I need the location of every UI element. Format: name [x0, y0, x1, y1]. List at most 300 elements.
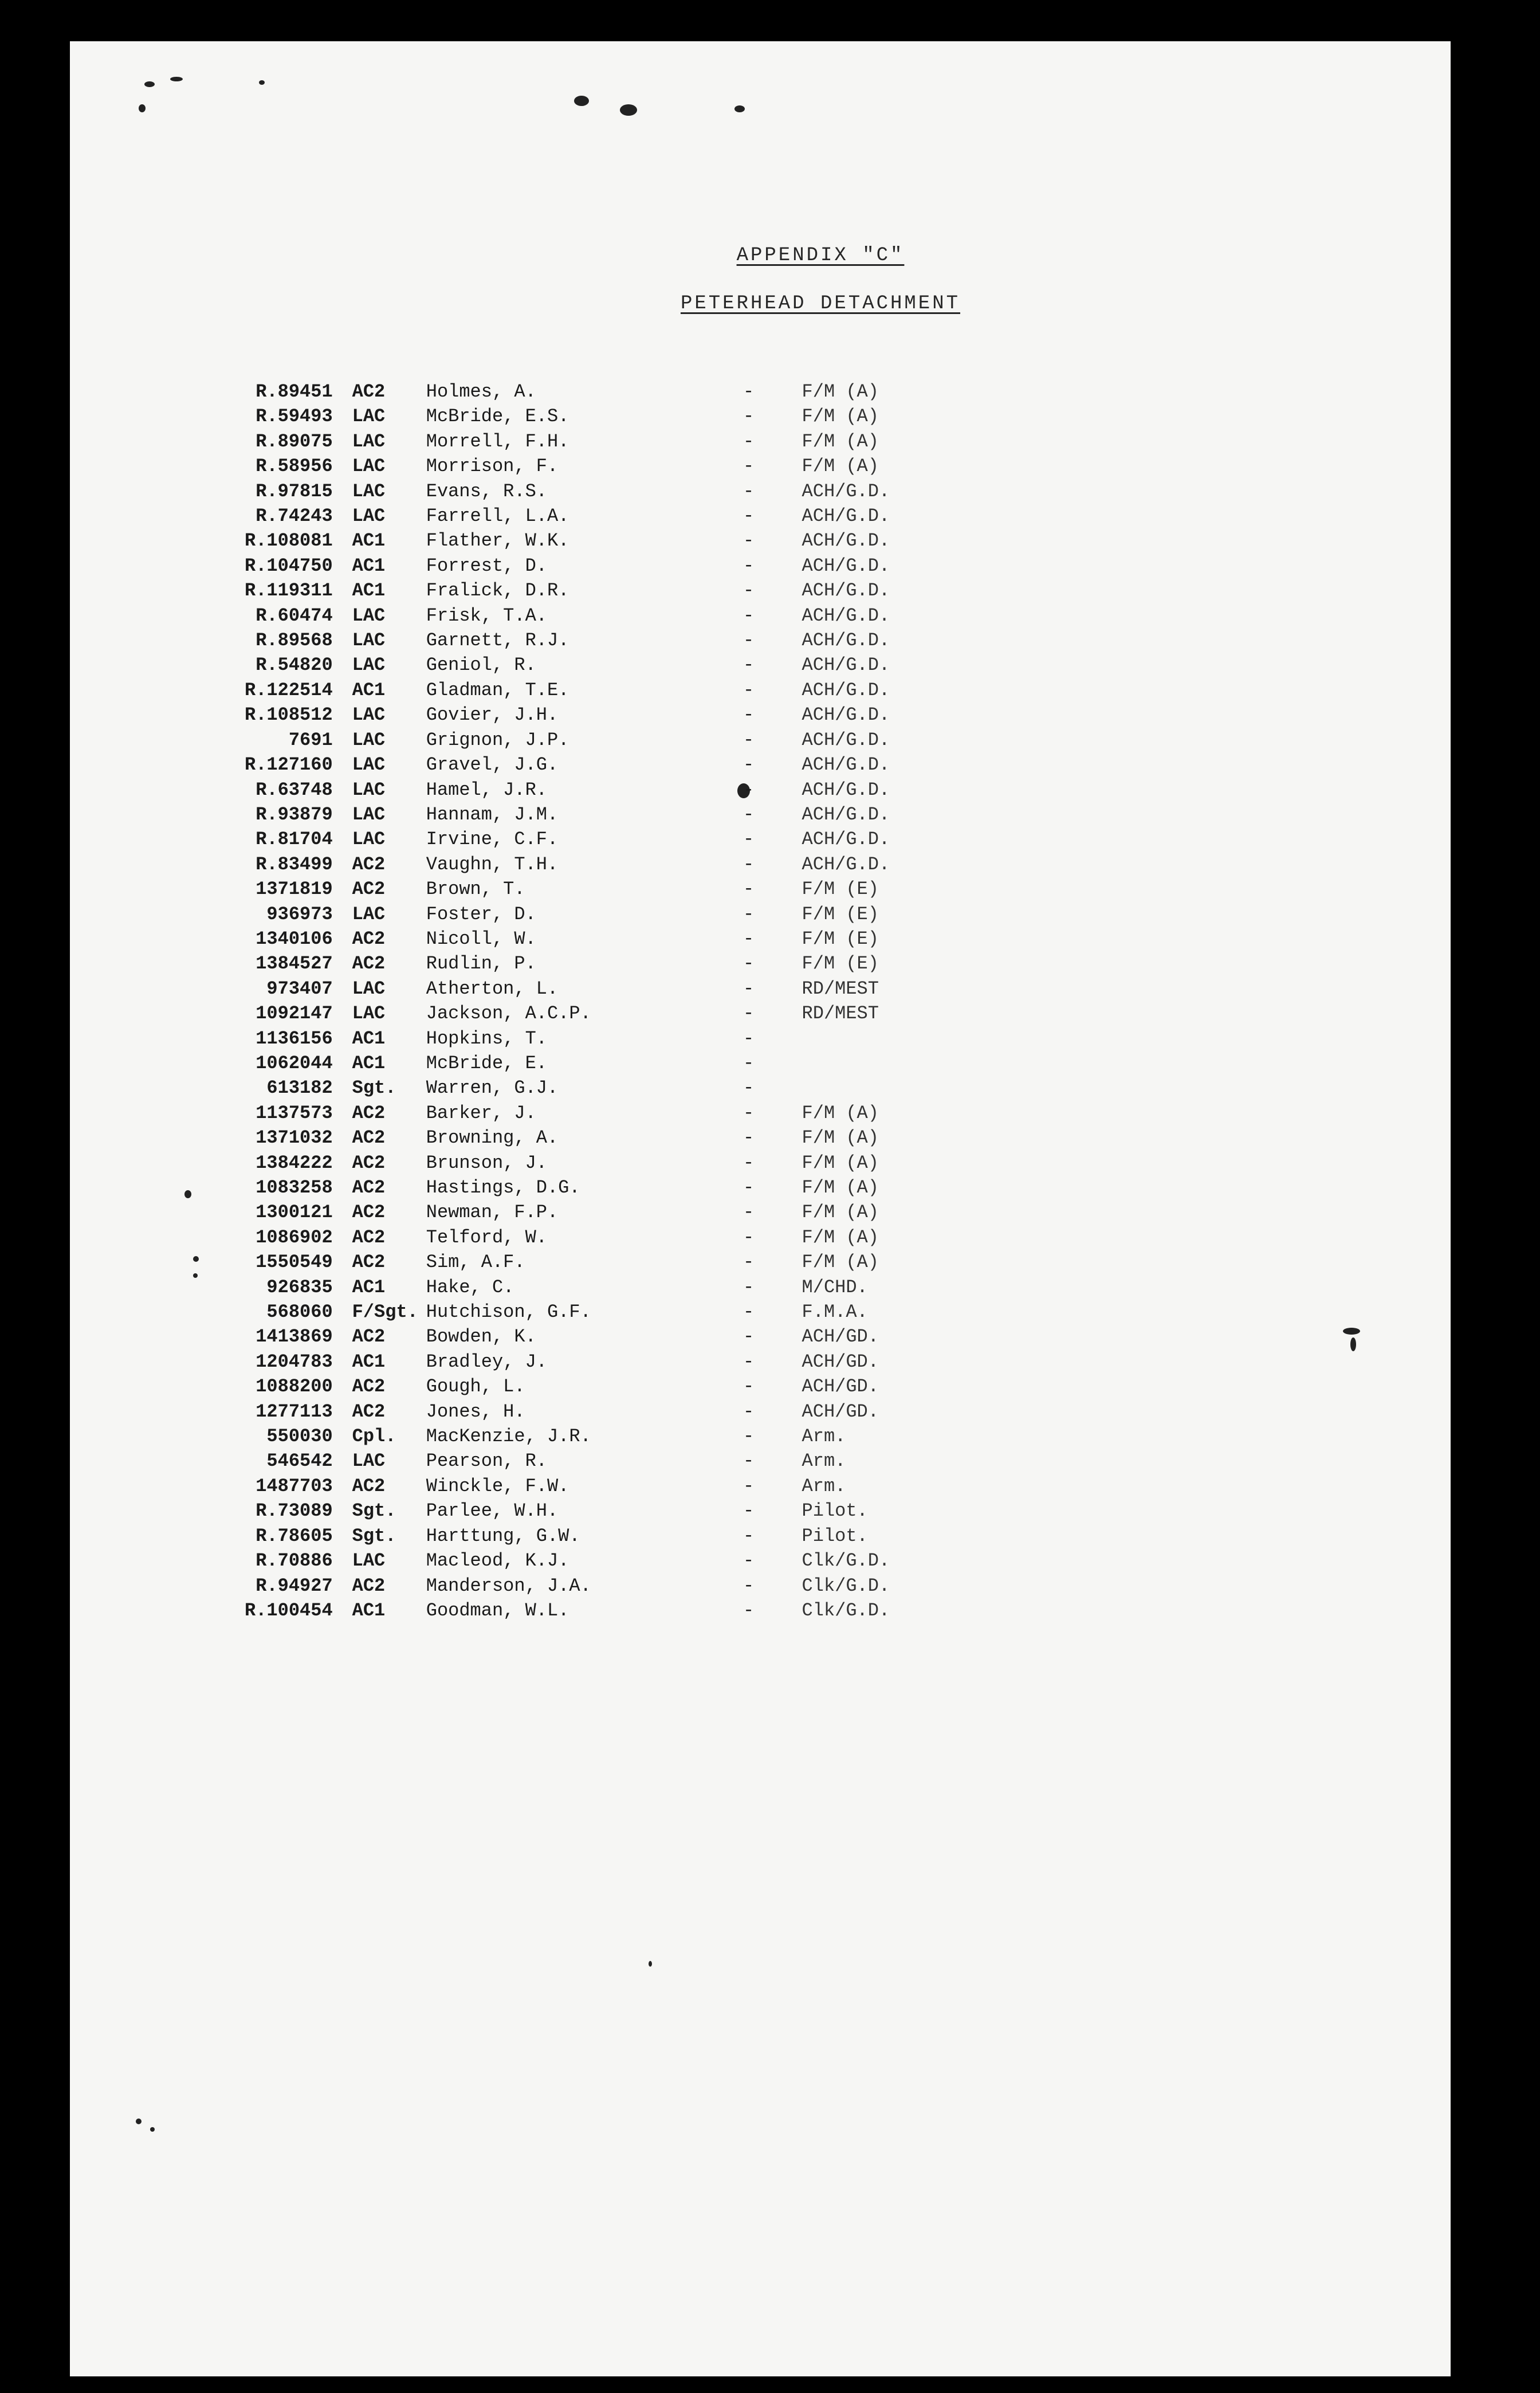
table-row	[196, 1250, 1027, 1274]
dash-cell: -	[742, 878, 755, 900]
trade-cell: F/M (E)	[802, 903, 879, 925]
trade-cell: Arm.	[802, 1475, 846, 1497]
table-row	[196, 1324, 1027, 1349]
dash-cell: -	[742, 555, 755, 576]
table-row	[196, 778, 1027, 802]
trade-cell: ACH/G.D.	[802, 654, 890, 676]
table-row	[196, 1051, 1027, 1076]
person-name-cell: Warren, G.J.	[426, 1077, 559, 1099]
trade-cell: RD/MEST	[802, 1003, 879, 1025]
trade-cell: ACH/G.D.	[802, 803, 890, 825]
table-row	[196, 1474, 1027, 1498]
person-name-cell: Fralick, D.R.	[426, 580, 569, 602]
service-number-cell: R.63748	[256, 779, 333, 801]
dash-cell: -	[742, 1152, 755, 1174]
rank-cell: AC2	[352, 878, 386, 900]
trade-cell: ACH/G.D.	[802, 829, 890, 850]
service-number-cell: R.70886	[256, 1550, 333, 1572]
service-number-cell: 1137573	[256, 1102, 333, 1124]
service-number-cell: 1088200	[256, 1376, 333, 1398]
rank-cell: Sgt.	[352, 1525, 396, 1547]
person-name-cell: Hutchison, G.F.	[426, 1301, 591, 1323]
dash-cell: -	[742, 953, 755, 975]
dash-cell: -	[742, 630, 755, 652]
rank-cell: LAC	[352, 1550, 386, 1572]
person-name-cell: Govier, J.H.	[426, 704, 559, 726]
table-row	[196, 429, 1027, 454]
table-row	[196, 1175, 1027, 1200]
trade-cell: Arm.	[802, 1426, 846, 1447]
trade-cell: F/M (E)	[802, 928, 879, 950]
rank-cell: LAC	[352, 605, 386, 626]
document-headings	[70, 245, 1451, 315]
table-row	[196, 1598, 1027, 1623]
dash-cell: -	[742, 903, 755, 925]
ink-speck	[139, 104, 146, 112]
person-name-cell: Irvine, C.F.	[426, 829, 559, 850]
person-name-cell: Vaughn, T.H.	[426, 853, 559, 875]
dash-cell: -	[742, 530, 755, 552]
dash-cell: -	[742, 978, 755, 999]
dash-cell: -	[742, 1450, 755, 1472]
table-row	[196, 578, 1027, 603]
trade-cell	[802, 1076, 1027, 1100]
table-row	[196, 902, 1027, 927]
table-row	[196, 927, 1027, 951]
service-number-cell: R.93879	[256, 803, 333, 825]
dash-cell: -	[742, 1575, 755, 1596]
table-row	[196, 379, 1027, 404]
trade-cell: F/M (A)	[802, 1177, 879, 1198]
person-name-cell: Nicoll, W.	[426, 928, 536, 950]
person-name-cell: Hake, C.	[426, 1276, 514, 1298]
person-name-cell: Garnett, R.J.	[426, 630, 569, 652]
table-row	[196, 504, 1027, 528]
trade-cell: ACH/GD.	[802, 1376, 879, 1398]
rank-cell: LAC	[352, 1450, 386, 1472]
table-row	[196, 1374, 1027, 1399]
dash-cell: -	[742, 1550, 755, 1572]
dash-cell: -	[742, 1475, 755, 1497]
table-row	[196, 1548, 1027, 1573]
service-number-cell: R.94927	[256, 1575, 333, 1596]
trade-cell: F/M (A)	[802, 1102, 879, 1124]
rank-cell: AC2	[352, 1177, 386, 1198]
rank-cell: F/Sgt.	[352, 1301, 418, 1323]
trade-cell: F/M (A)	[802, 1226, 879, 1248]
rank-cell: AC2	[352, 1401, 386, 1422]
person-name-cell: Jones, H.	[426, 1401, 525, 1422]
dash-cell: -	[742, 430, 755, 452]
dash-cell: -	[742, 406, 755, 427]
person-name-cell: Farrell, L.A.	[426, 505, 569, 527]
service-number-cell: 568060	[266, 1301, 333, 1323]
person-name-cell: Winckle, F.W.	[426, 1475, 569, 1497]
rank-cell: LAC	[352, 978, 386, 999]
dash-cell: -	[742, 1127, 755, 1149]
rank-cell: AC2	[352, 1127, 386, 1149]
trade-cell: Clk/G.D.	[802, 1550, 890, 1572]
table-row	[196, 827, 1027, 852]
dash-cell: -	[742, 605, 755, 626]
dash-cell: -	[742, 505, 755, 527]
service-number-cell: 973407	[266, 978, 333, 999]
ink-speck	[649, 1961, 652, 1967]
table-row	[196, 703, 1027, 727]
service-number-cell: 1384527	[256, 953, 333, 975]
service-number-cell: 1487703	[256, 1475, 333, 1497]
person-name-cell: Forrest, D.	[426, 555, 547, 576]
trade-cell: Pilot.	[802, 1500, 868, 1522]
rank-cell: AC2	[352, 1326, 386, 1348]
rank-cell: LAC	[352, 654, 386, 676]
table-row	[196, 951, 1027, 976]
trade-cell: ACH/GD.	[802, 1326, 879, 1348]
table-row	[196, 454, 1027, 478]
document-page	[70, 41, 1451, 2376]
dash-cell: -	[742, 1326, 755, 1348]
rank-cell: LAC	[352, 630, 386, 652]
trade-cell: F/M (A)	[802, 1127, 879, 1149]
trade-cell: ACH/G.D.	[802, 754, 890, 776]
table-row	[196, 1300, 1027, 1324]
dash-cell: -	[742, 1003, 755, 1025]
person-name-cell: Hamel, J.R.	[426, 779, 547, 801]
dash-cell: -	[742, 1226, 755, 1248]
rank-cell: AC1	[352, 1276, 386, 1298]
dash-cell: -	[742, 1252, 755, 1273]
service-number-cell: R.78605	[256, 1525, 333, 1547]
service-number-cell: 936973	[266, 903, 333, 925]
table-row	[196, 1151, 1027, 1175]
rank-cell: LAC	[352, 505, 386, 527]
dash-cell: -	[742, 1301, 755, 1323]
rank-cell: AC2	[352, 1102, 386, 1124]
person-name-cell: Atherton, L.	[426, 978, 559, 999]
table-row	[196, 603, 1027, 628]
trade-cell: F.M.A.	[802, 1301, 868, 1323]
person-name-cell: Foster, D.	[426, 903, 536, 925]
trade-cell: F/M (A)	[802, 381, 879, 402]
trade-cell	[802, 1026, 1027, 1051]
service-number-cell: R.74243	[256, 505, 333, 527]
table-row	[196, 1498, 1027, 1523]
table-row	[196, 1524, 1027, 1548]
service-number-cell: R.127160	[245, 754, 333, 776]
person-name-cell: Telford, W.	[426, 1226, 547, 1248]
dash-cell: -	[742, 1376, 755, 1398]
person-name-cell: MacKenzie, J.R.	[426, 1426, 591, 1447]
service-number-cell: 7691	[288, 729, 333, 751]
rank-cell: AC2	[352, 1575, 386, 1596]
service-number-cell: 1413869	[256, 1326, 333, 1348]
trade-cell: ACH/G.D.	[802, 704, 890, 726]
table-row	[196, 1225, 1027, 1250]
service-number-cell: R.73089	[256, 1500, 333, 1522]
service-number-cell: 926835	[266, 1276, 333, 1298]
dash-cell: -	[742, 1401, 755, 1422]
trade-cell: ACH/G.D.	[802, 580, 890, 602]
trade-cell: F/M (E)	[802, 953, 879, 975]
dash-cell: -	[742, 1052, 755, 1074]
dash-cell: -	[742, 1027, 755, 1049]
rank-cell: LAC	[352, 406, 386, 427]
dash-cell: -	[742, 928, 755, 950]
ink-speck	[1350, 1337, 1356, 1351]
service-number-cell: R.58956	[256, 456, 333, 477]
service-number-cell: 1384222	[256, 1152, 333, 1174]
dash-cell: -	[742, 381, 755, 402]
table-row	[196, 1026, 1027, 1051]
table-row	[196, 1449, 1027, 1473]
trade-cell: F/M (A)	[802, 456, 879, 477]
service-number-cell: 1340106	[256, 928, 333, 950]
trade-cell: Arm.	[802, 1450, 846, 1472]
rank-cell: LAC	[352, 729, 386, 751]
ink-speck	[259, 80, 265, 85]
dash-cell: -	[742, 1599, 755, 1621]
person-name-cell: Flather, W.K.	[426, 530, 569, 552]
table-row	[196, 1200, 1027, 1225]
trade-cell: ACH/G.D.	[802, 605, 890, 626]
dash-cell: -	[742, 1525, 755, 1547]
service-number-cell: 1371819	[256, 878, 333, 900]
person-name-cell: Parlee, W.H.	[426, 1500, 559, 1522]
rank-cell: LAC	[352, 903, 386, 925]
dash-cell: -	[742, 679, 755, 701]
service-number-cell: 1277113	[256, 1401, 333, 1422]
rank-cell: LAC	[352, 704, 386, 726]
dash-cell: -	[742, 1500, 755, 1522]
trade-cell: ACH/G.D.	[802, 505, 890, 527]
rank-cell: AC2	[352, 853, 386, 875]
service-number-cell: 1083258	[256, 1177, 333, 1198]
rank-cell: AC2	[352, 1152, 386, 1174]
table-row	[196, 1399, 1027, 1424]
dash-cell: -	[742, 729, 755, 751]
rank-cell: AC2	[352, 928, 386, 950]
ink-speck	[184, 1190, 191, 1198]
person-name-cell: Gladman, T.E.	[426, 679, 569, 701]
person-name-cell: Gravel, J.G.	[426, 754, 559, 776]
ink-speck	[170, 77, 183, 81]
person-name-cell: Pearson, R.	[426, 1450, 547, 1472]
rank-cell: LAC	[352, 480, 386, 502]
table-row	[196, 877, 1027, 901]
rank-cell: LAC	[352, 456, 386, 477]
service-number-cell: R.81704	[256, 829, 333, 850]
table-row	[196, 404, 1027, 429]
rank-cell: AC1	[352, 555, 386, 576]
service-number-cell: R.119311	[245, 580, 333, 602]
dash-cell: -	[742, 803, 755, 825]
person-name-cell: Browning, A.	[426, 1127, 559, 1149]
person-name-cell: Hastings, D.G.	[426, 1177, 580, 1198]
table-row	[196, 752, 1027, 777]
ink-speck	[574, 96, 589, 106]
trade-cell: F/M (A)	[802, 1202, 879, 1223]
trade-cell: F/M (A)	[802, 406, 879, 427]
trade-cell: F/M (A)	[802, 430, 879, 452]
person-name-cell: Macleod, K.J.	[426, 1550, 569, 1572]
service-number-cell: R.100454	[245, 1599, 333, 1621]
rank-cell: AC1	[352, 530, 386, 552]
service-number-cell: 1550549	[256, 1252, 333, 1273]
person-name-cell: Holmes, A.	[426, 381, 536, 402]
rank-cell: AC2	[352, 381, 386, 402]
service-number-cell: R.89568	[256, 630, 333, 652]
service-number-cell: 550030	[266, 1426, 333, 1447]
trade-cell: ACH/G.D.	[802, 853, 890, 875]
trade-cell: ACH/G.D.	[802, 779, 890, 801]
rank-cell: AC1	[352, 1027, 386, 1049]
dash-cell: -	[742, 1102, 755, 1124]
rank-cell: AC1	[352, 1351, 386, 1372]
trade-cell: ACH/G.D.	[802, 480, 890, 502]
service-number-cell: R.59493	[256, 406, 333, 427]
person-name-cell: Hannam, J.M.	[426, 803, 559, 825]
trade-cell: ACH/G.D.	[802, 729, 890, 751]
rank-cell: AC2	[352, 1376, 386, 1398]
rank-cell: LAC	[352, 829, 386, 850]
trade-cell: ACH/GD.	[802, 1401, 879, 1422]
rank-cell: AC1	[352, 1052, 386, 1074]
rank-cell: AC2	[352, 1202, 386, 1223]
dash-cell: -	[742, 1177, 755, 1198]
dash-cell: -	[742, 1276, 755, 1298]
table-row	[196, 1350, 1027, 1374]
person-name-cell: Morrell, F.H.	[426, 430, 569, 452]
table-row	[196, 554, 1027, 578]
rank-cell: LAC	[352, 779, 386, 801]
rank-cell: Sgt.	[352, 1500, 396, 1522]
trade-cell: ACH/G.D.	[802, 679, 890, 701]
service-number-cell: R.54820	[256, 654, 333, 676]
dash-cell: -	[742, 1426, 755, 1447]
trade-cell: F/M (A)	[802, 1152, 879, 1174]
ink-speck	[144, 81, 155, 87]
service-number-cell: R.108081	[245, 530, 333, 552]
table-row	[196, 1101, 1027, 1125]
rank-cell: AC2	[352, 953, 386, 975]
personnel-roster	[196, 379, 1027, 1623]
person-name-cell: Bowden, K.	[426, 1326, 536, 1348]
person-name-cell: Bradley, J.	[426, 1351, 547, 1372]
ink-speck	[620, 104, 637, 116]
rank-cell: AC2	[352, 1252, 386, 1273]
table-row	[196, 653, 1027, 677]
dash-cell: -	[742, 779, 755, 801]
dash-cell: -	[742, 1351, 755, 1372]
table-row	[196, 678, 1027, 703]
table-row	[196, 728, 1027, 752]
ink-speck	[136, 2119, 142, 2124]
section-heading: PETERHEAD DETACHMENT	[680, 293, 961, 315]
rank-cell: LAC	[352, 430, 386, 452]
service-number-cell: 1300121	[256, 1202, 333, 1223]
roster-body	[196, 379, 1027, 1623]
rank-cell: LAC	[352, 803, 386, 825]
service-number-cell: R.89451	[256, 381, 333, 402]
dash-cell: -	[742, 704, 755, 726]
rank-cell: Cpl.	[352, 1426, 396, 1447]
service-number-cell: 1092147	[256, 1003, 333, 1025]
trade-cell: RD/MEST	[802, 978, 879, 999]
service-number-cell: 613182	[266, 1077, 333, 1099]
service-number-cell: R.122514	[245, 679, 333, 701]
person-name-cell: Morrison, F.	[426, 456, 559, 477]
table-row	[196, 976, 1027, 1001]
table-row	[196, 1424, 1027, 1449]
dash-cell: -	[742, 853, 755, 875]
service-number-cell: R.89075	[256, 430, 333, 452]
table-row	[196, 852, 1027, 877]
service-number-cell: 1136156	[256, 1027, 333, 1049]
appendix-heading: APPENDIX "C"	[736, 245, 905, 266]
rank-cell: AC2	[352, 1226, 386, 1248]
table-row	[196, 1275, 1027, 1300]
table-row	[196, 1001, 1027, 1026]
person-name-cell: McBride, E.	[426, 1052, 547, 1074]
table-row	[196, 802, 1027, 827]
person-name-cell: Hopkins, T.	[426, 1027, 547, 1049]
service-number-cell: 1371032	[256, 1127, 333, 1149]
person-name-cell: Geniol, R.	[426, 654, 536, 676]
person-name-cell: Grignon, J.P.	[426, 729, 569, 751]
rank-cell: AC2	[352, 1475, 386, 1497]
service-number-cell: 1086902	[256, 1226, 333, 1248]
person-name-cell: Sim, A.F.	[426, 1252, 525, 1273]
table-row	[196, 1076, 1027, 1100]
person-name-cell: Harttung, G.W.	[426, 1525, 580, 1547]
ink-speck	[1343, 1328, 1360, 1335]
service-number-cell: R.83499	[256, 853, 333, 875]
trade-cell	[802, 1051, 1027, 1076]
ink-speck	[734, 105, 745, 112]
person-name-cell: Frisk, T.A.	[426, 605, 547, 626]
trade-cell: F/M (A)	[802, 1252, 879, 1273]
dash-cell: -	[742, 654, 755, 676]
service-number-cell: R.108512	[245, 704, 333, 726]
table-row	[196, 1125, 1027, 1150]
rank-cell: Sgt.	[352, 1077, 396, 1099]
person-name-cell: Evans, R.S.	[426, 480, 547, 502]
table-row	[196, 528, 1027, 553]
dash-cell: -	[742, 480, 755, 502]
trade-cell: F/M (E)	[802, 878, 879, 900]
dash-cell: -	[742, 829, 755, 850]
dash-cell: -	[742, 1202, 755, 1223]
trade-cell: ACH/G.D.	[802, 530, 890, 552]
dash-cell: -	[742, 580, 755, 602]
rank-cell: LAC	[352, 754, 386, 776]
table-row	[196, 1574, 1027, 1598]
ink-speck	[150, 2127, 155, 2132]
dash-cell: -	[742, 754, 755, 776]
service-number-cell: 1204783	[256, 1351, 333, 1372]
person-name-cell: Brunson, J.	[426, 1152, 547, 1174]
trade-cell: ACH/G.D.	[802, 555, 890, 576]
person-name-cell: Manderson, J.A.	[426, 1575, 591, 1596]
person-name-cell: Barker, J.	[426, 1102, 536, 1124]
dash-cell: -	[742, 1077, 755, 1099]
service-number-cell: R.104750	[245, 555, 333, 576]
rank-cell: LAC	[352, 1003, 386, 1025]
rank-cell: AC1	[352, 679, 386, 701]
service-number-cell: R.97815	[256, 480, 333, 502]
table-row	[196, 628, 1027, 653]
trade-cell: ACH/G.D.	[802, 630, 890, 652]
